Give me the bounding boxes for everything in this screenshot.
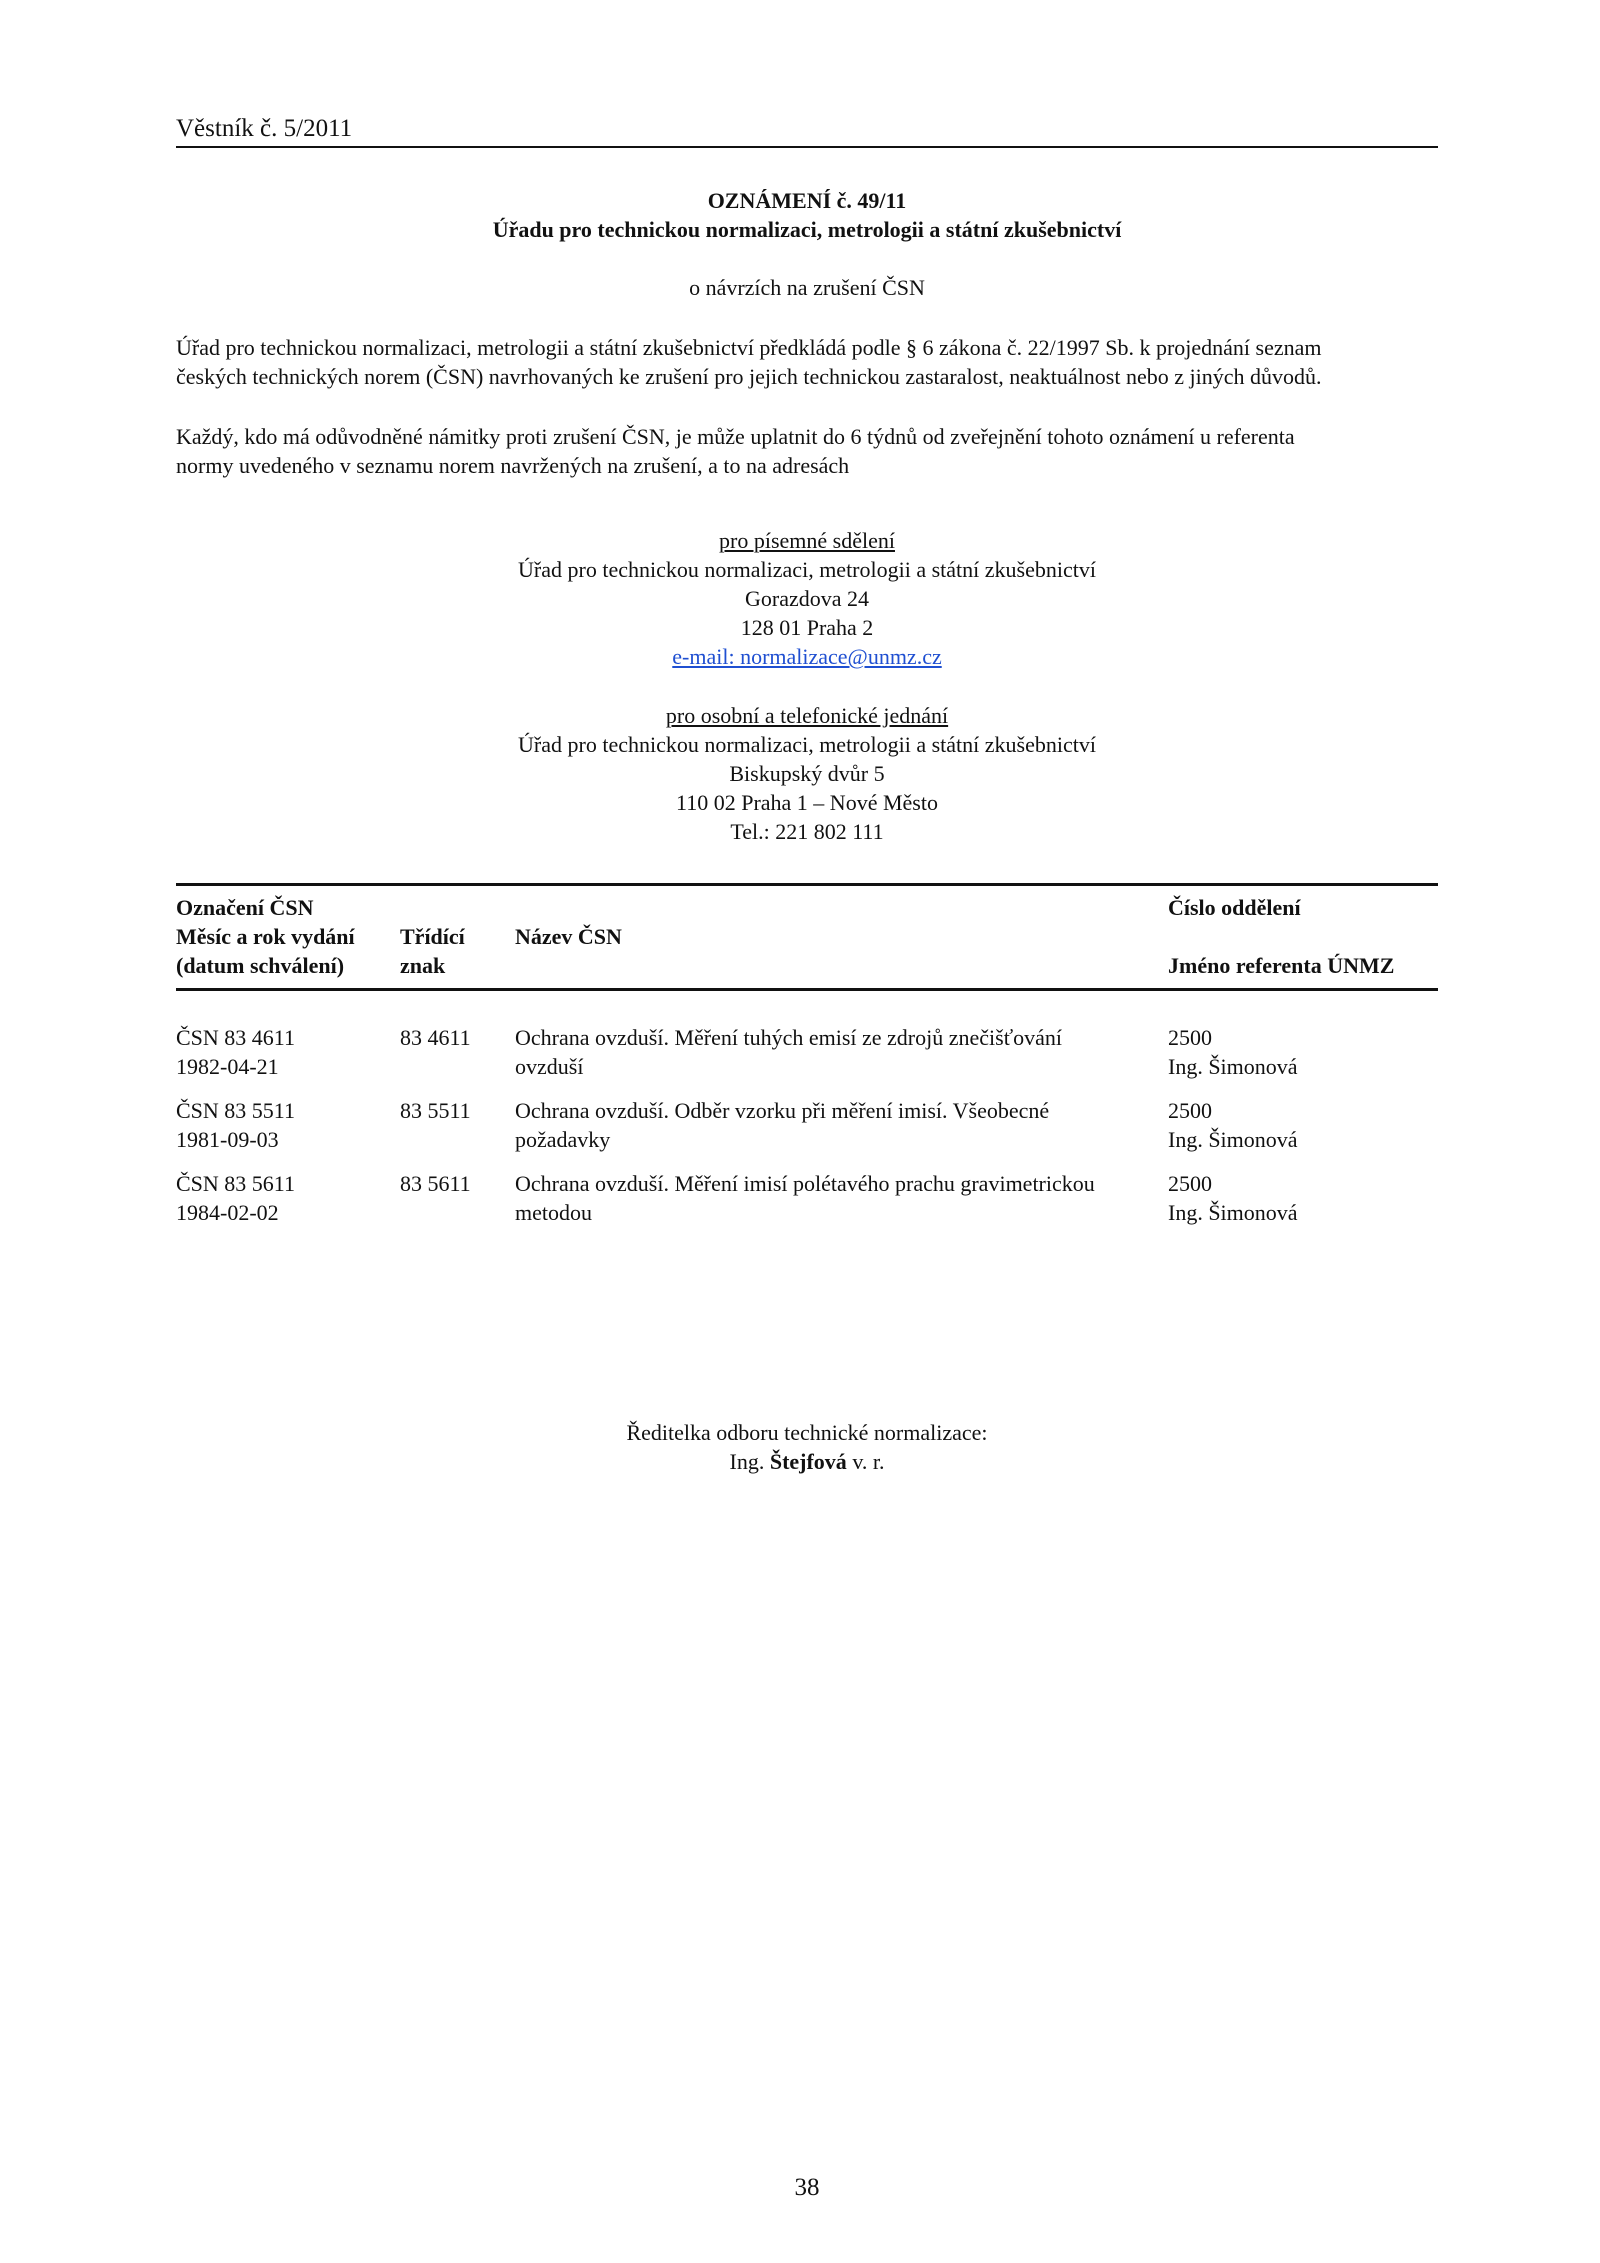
written-contact-heading: pro písemné sdělení (719, 528, 895, 553)
row-3-referent: Ing. Šimonová (1168, 1200, 1298, 1225)
row-3-name-line-1: Ochrana ovzduší. Měření imisí polétavého prachu gravimetrickou (515, 1171, 1095, 1196)
row-1-name-line-1: Ochrana ovzduší. Měření tuhých emisí ze zdrojů znečišťování (515, 1025, 1062, 1050)
header-designation: Označení ČSN (176, 895, 314, 920)
row-3-date: 1984-02-02 (176, 1200, 279, 1225)
signature-surname: Štejfová (769, 1449, 847, 1474)
intro-paragraph (176, 333, 1438, 391)
signature-title: Ing. (729, 1449, 765, 1474)
row-1-date: 1982-04-21 (176, 1054, 279, 1079)
objection-paragraph-line-2: normy uvedeného v seznamu norem navržených na zrušení, a to na adresách (176, 453, 850, 478)
personal-contact-block (176, 701, 1438, 846)
signature-role: Ředitelka odboru technické normalizace: (626, 1420, 988, 1445)
row-3-department: 2500 (1168, 1171, 1212, 1196)
row-1-referent: Ing. Šimonová (1168, 1054, 1298, 1079)
row-1-department: 2500 (1168, 1025, 1212, 1050)
page-number: 38 (794, 2174, 820, 2201)
row-3-class-code: 83 5611 (400, 1171, 471, 1196)
row-1-designation: ČSN 83 4611 (176, 1025, 295, 1050)
header-referent: Jméno referenta ÚNMZ (1168, 953, 1395, 978)
row-3-designation: ČSN 83 5611 (176, 1171, 295, 1196)
notice-authority: Úřadu pro technickou normalizaci, metrologii a státní zkušebnictví (492, 217, 1122, 242)
row-2-department: 2500 (1168, 1098, 1212, 1123)
personal-contact-org: Úřad pro technickou normalizaci, metrologii a státní zkušebnictví (518, 732, 1096, 757)
row-2-name-line-1: Ochrana ovzduší. Odběr vzorku při měření imisí. Všeobecné (515, 1098, 1050, 1123)
table-header-rule (176, 988, 1438, 991)
notice-subject: o návrzích na zrušení ČSN (689, 275, 925, 300)
header-class-code-2: znak (400, 953, 446, 978)
row-3-name-line-2: metodou (515, 1200, 592, 1225)
personal-contact-phone: Tel.: 221 802 111 (730, 819, 884, 844)
objection-paragraph (176, 422, 1438, 480)
personal-contact-street: Biskupský dvůr 5 (729, 761, 885, 786)
written-contact-org: Úřad pro technickou normalizaci, metrologii a státní zkušebnictví (518, 557, 1096, 582)
written-contact-city: 128 01 Praha 2 (740, 615, 874, 640)
signature-name (176, 1447, 1438, 1476)
signature-block (176, 1418, 1438, 1476)
notice-number: OZNÁMENÍ č. 49/11 (707, 188, 907, 213)
header-approval-date: (datum schválení) (176, 953, 345, 978)
row-2-designation: ČSN 83 5511 (176, 1098, 295, 1123)
email-link[interactable]: e-mail: normalizace@unmz.cz (672, 644, 942, 669)
personal-contact-heading: pro osobní a telefonické jednání (665, 703, 949, 728)
header-rule (176, 146, 1438, 148)
intro-paragraph-line-2: českých technických norem (ČSN) navrhovaných ke zrušení pro jejich technickou zastaralost, neaktuálnost nebo z jiných důvodů. (176, 364, 1322, 389)
intro-paragraph-line-1: Úřad pro technickou normalizaci, metrologii a státní zkušebnictví předkládá podle § 6 zákona č. 22/1997 Sb. k projednání seznam (176, 335, 1322, 360)
header-issue-date: Měsíc a rok vydání (176, 924, 355, 949)
signature-suffix: v. r. (852, 1449, 885, 1474)
header-class-code: Třídící (400, 924, 465, 949)
bulletin-header-title: Věstník č. 5/2011 (176, 115, 353, 142)
header-department: Číslo oddělení (1168, 895, 1301, 920)
row-1-name-line-2: ovzduší (515, 1054, 584, 1079)
row-2-name-line-2: požadavky (515, 1127, 611, 1152)
personal-contact-city: 110 02 Praha 1 – Nové Město (676, 790, 938, 815)
written-contact-block (176, 526, 1438, 671)
written-contact-street: Gorazdova 24 (744, 586, 869, 611)
header-standard-name: Název ČSN (515, 924, 622, 949)
table-top-rule (176, 883, 1438, 886)
objection-paragraph-line-1: Každý, kdo má odůvodněné námitky proti zrušení ČSN, je může uplatnit do 6 týdnů od zveřejnění tohoto oznámení u referenta (176, 424, 1295, 449)
row-2-referent: Ing. Šimonová (1168, 1127, 1298, 1152)
row-1-class-code: 83 4611 (400, 1025, 471, 1050)
row-2-class-code: 83 5511 (400, 1098, 471, 1123)
row-2-date: 1981-09-03 (176, 1127, 279, 1152)
